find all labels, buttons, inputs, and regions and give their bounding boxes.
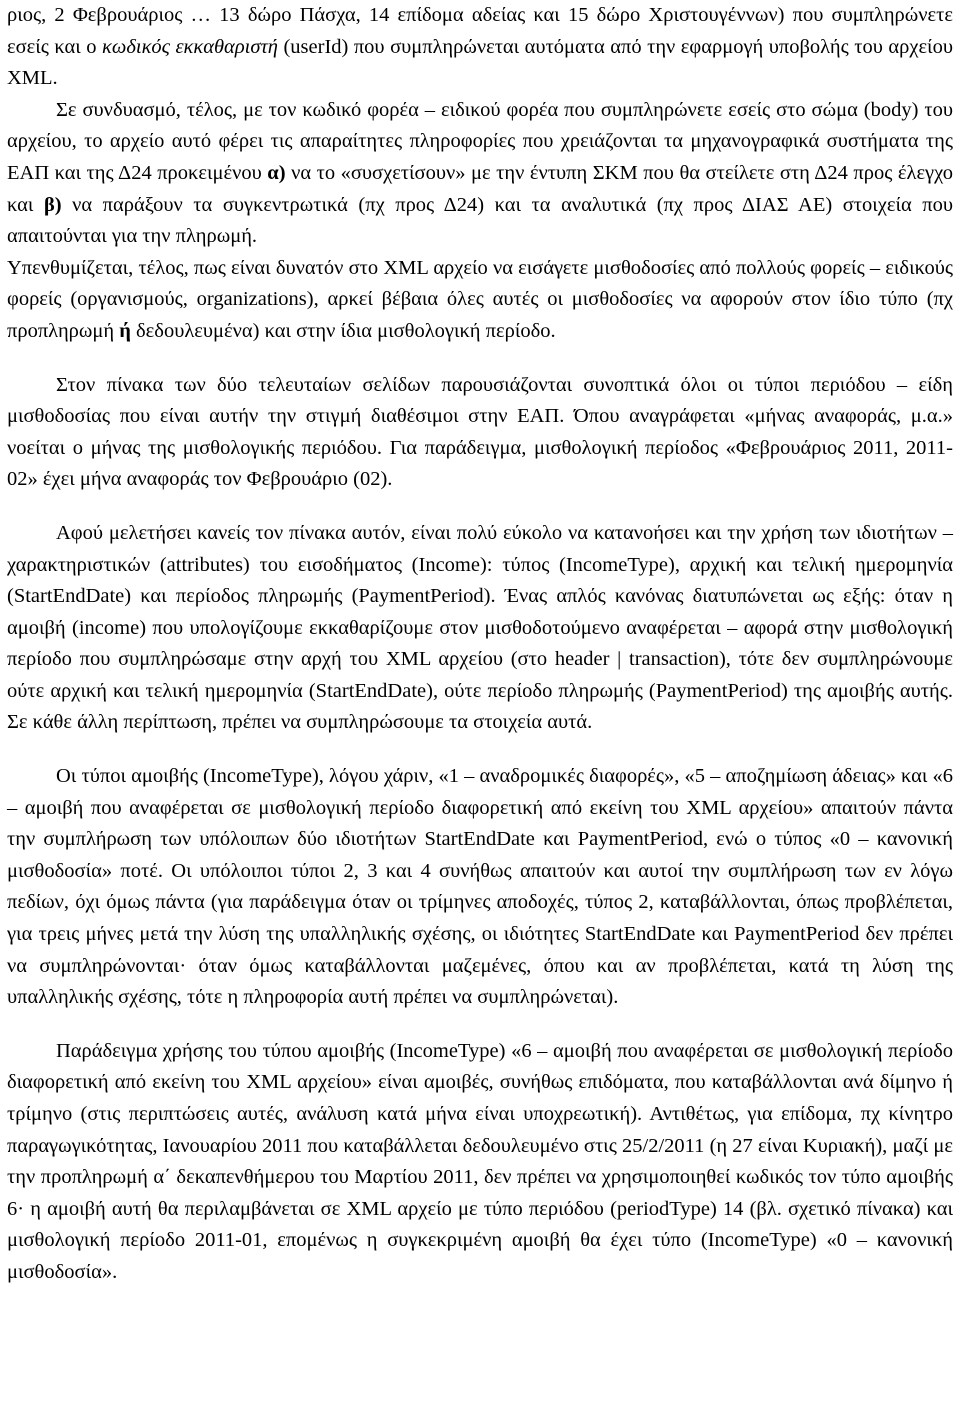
body-paragraph xyxy=(7,0,953,95)
italic-text: κωδικός εκκαθαριστή xyxy=(102,35,278,58)
text-run: Υπενθυμίζεται, τέλος, πως είναι δυνατόν στο XML αρχείο να εισάγετε μισθοδοσίες από πολλούς φορείς – ειδικούς φορείς (οργανισμούς, organizations), αρκεί βέβαια όλες αυτές οι μισθοδοσίες να αφορούν στον ίδιο τύπο (πχ προπληρωμή xyxy=(7,256,953,342)
bold-text: ή xyxy=(119,319,131,342)
text-run: Αφού μελετήσει κανείς τον πίνακα αυτόν, είναι πολύ εύκολο να κατανοήσει και την χρήση των ιδιοτήτων – χαρακτηριστικών (attributes) του εισοδήματος (Income): τύπος (IncomeType), αρχική και τελική ημερομηνία (StartEndDate) και περίοδος πληρωμής (PaymentPeriod). Ένας απλός κανόνας διατυπώνεται ως εξής: όταν η αμοιβή (income) που υπολογίζουμε εκκαθαρίζουμε στον μισθοδοτούμενο αναφέρεται – αφορά στην μισθολογική περίοδο που συμπληρώσαμε στην αρχή του XML αρχείου (στο header | transaction), τότε δεν συμπληρώνουμε ούτε αρχική και τελική ημερομηνία (StartEndDate), ούτε περίοδο πληρωμής (PaymentPeriod) της αμοιβής αυτής. Σε κάθε άλλη περίπτωση, πρέπει να συμπληρώσουμε τα στοιχεία αυτά. xyxy=(7,521,953,734)
text-run: δεδουλευμένα) και στην ίδια μισθολογική περίοδο. xyxy=(130,319,556,342)
body-paragraph xyxy=(7,518,953,739)
text-run: (userId) που συμπληρώνεται αυτόματα από την εφαρμογή υποβολής του αρχείου XML. xyxy=(7,35,953,90)
body-paragraph xyxy=(7,370,953,496)
text-run: ριος, 2 Φεβρουάριος … 13 δώρο Πάσχα, 14 επίδομα αδείας και 15 δώρο Χριστουγέννων) που συμπληρώνετε εσείς και ο xyxy=(7,4,953,58)
text-run: Οι τύποι αμοιβής (IncomeType), λόγου χάριν, «1 – αναδρομικές διαφορές», «5 – αποζημίωση άδειας» και «6 – αμοιβή που αναφέρεται σε μισθολογική περίοδο διαφορετική από εκείνη του XML αρχείου» απαιτούν πάντα την συμπλήρωση των υπόλοιπων δύο ιδιοτήτων StartEndDate και PaymentPeriod, ενώ ο τύπος «0 – κανονική μισθοδοσία» ποτέ. Οι υπόλοιποι τύποι 2, 3 και 4 συνήθως απαιτούν και αυτοί την συμπλήρωση των εν λόγω πεδίων, όχι όμως πάντα (για παράδειγμα όταν οι τρίμηνες αποδοχές, τύπος 2, καταβάλλονται, όπως προβλέπεται, για τρεις μήνες μετά την λύση της υπαλληλικής σχέσης, οι ιδιότητες StartEndDate και PaymentPeriod δεν πρέπει να συμπληρώνονται· όταν όμως καταβάλλονται μαζεμένες, όπου και αν προβλέπεται, κατά τη λύση της υπαλληλικής σχέσης, τότε η πληροφορία αυτή πρέπει να συμπληρώνεται). xyxy=(7,765,953,1009)
body-paragraph xyxy=(7,761,953,1014)
body-paragraph xyxy=(7,1036,953,1289)
text-run: να παράξουν τα συγκεντρωτικά (πχ προς Δ24) και τα αναλυτικά (πχ προς ΔΙΑΣ ΑΕ) στοιχεία που απαιτούνται για την πληρωμή. xyxy=(7,193,954,248)
text-run: να το «συσχετίσουν» με την έντυπη ΣΚΜ που θα στείλετε στη Δ24 προς έλεγχο και xyxy=(7,161,954,216)
body-paragraph xyxy=(7,253,953,348)
text-run: Παράδειγμα χρήσης του τύπου αμοιβής (IncomeType) «6 – αμοιβή που αναφέρεται σε μισθολογική περίοδο διαφορετική από εκείνη του XML αρχείου» είναι αμοιβές, συνήθως επιδόματα, που καταβάλλονται ανά δίμηνο ή τρίμηνο (στις περιπτώσεις αυτές, ανάλυση κατά μήνα είναι υποχρεωτική). Αντιθέτως, για επίδομα, πχ κίνητρο παραγωγικότητας, Ιανουαρίου 2011 που καταβάλλεται δεδουλευμένο στις 25/2/2011 (η 27 είναι Κυριακή), μαζί με την προπληρωμή α΄ δεκαπενθήμερου του Μαρτίου 2011, δεν πρέπει να χρησιμοποιηθεί κωδικός τον τύπο αμοιβής 6· η αμοιβή αυτή θα περιλαμβάνεται σε XML αρχείο με τύπο περιόδου (periodType) 14 (βλ. σχετικό πίνακα) και μισθολογική περίοδο 2011-01, επομένως η συγκεκριμένη αμοιβή θα έχει τύπο (IncomeType) «0 – κανονική μισθοδοσία». xyxy=(7,1039,953,1283)
bold-text: β) xyxy=(43,193,62,216)
text-run: Σε συνδυασμό, τέλος, με τον κωδικό φορέα – ειδικού φορέα που συμπληρώνετε εσείς στο σώμα (body) του αρχείου, το αρχείο αυτό φέρει τις απαραίτητες πληροφορίες που χρειάζονται τα μηχανογραφικά συστήματα της ΕΑΠ και της Δ24 προκειμένου xyxy=(7,98,953,184)
bold-text: α) xyxy=(267,161,286,184)
text-run: Στον πίνακα των δύο τελευταίων σελίδων παρουσιάζονται συνοπτικά όλοι οι τύποι περιόδου – είδη μισθοδοσίας που είναι αυτήν την στιγμή διαθέσιμοι στην ΕΑΠ. Όπου αναγράφεται «μήνας αναφοράς, μ.α.» νοείται ο μήνας της μισθολογικής περιόδου. Για παράδειγμα, μισθολογική περίοδος «Φεβρουάριος 2011, 2011-02» έχει μήνα αναφοράς τον Φεβρουάριο (02). xyxy=(7,373,953,491)
body-paragraph xyxy=(7,95,953,253)
